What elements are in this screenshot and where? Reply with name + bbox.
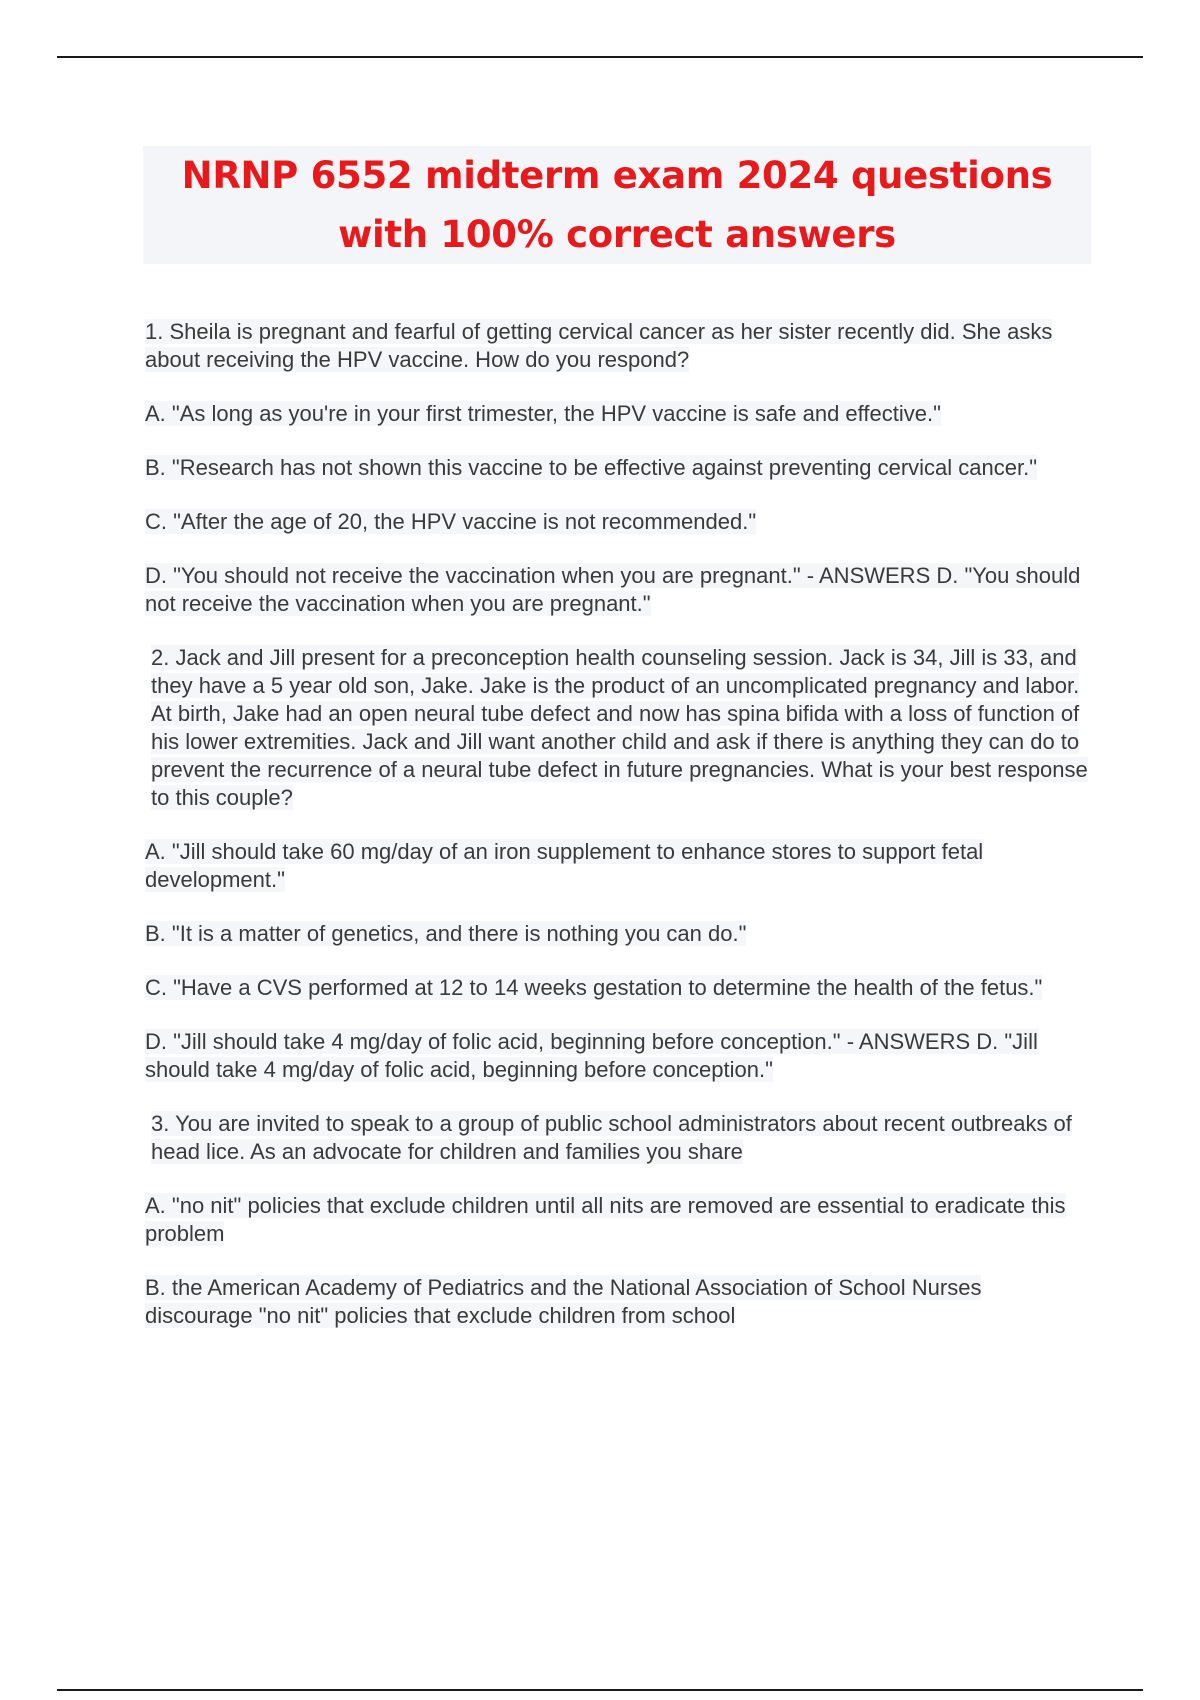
question-1: 1. Sheila is pregnant and fearful of getting cervical cancer as her sister recently did. She asks about receiving the HPV vaccine. How do you respond?	[145, 319, 1053, 372]
question-3: 3. You are invited to speak to a group of public school administrators about recent outbreaks of head lice. As an advocate for children and families you share	[151, 1111, 1072, 1164]
q3-option-a: A. "no nit" policies that exclude children until all nits are removed are essential to eradicate this problem	[145, 1193, 1066, 1246]
q1-option-d-answer: D. "You should not receive the vaccination when you are pregnant." - ANSWERS D. "You should not receive the vaccination when you are pregnant."	[145, 563, 1081, 616]
question-2: 2. Jack and Jill present for a preconception health counseling session. Jack is 34, Jill is 33, and they have a 5 year old son, Jake. Jake is the product of an uncomplicated pregnancy and labor. At birth, Jake had an open neural tube defect and now has spina bifida with a loss of function of his lower extremities. Jack and Jill want another child and ask if there is anything they can do to prevent the recurrence of a neural tube defect in future pregnancies. What is your best response to this couple?	[151, 645, 1088, 810]
title-line-1: NRNP 6552 midterm exam 2024 questions	[181, 154, 1053, 197]
title-line-2: with 100% correct answers	[338, 213, 896, 256]
top-rule	[57, 56, 1143, 58]
q1-option-c: C. "After the age of 20, the HPV vaccine is not recommended."	[145, 509, 757, 534]
document-title	[182, 146, 1053, 264]
q1-option-b: B. "Research has not shown this vaccine to be effective against preventing cervical cancer."	[145, 455, 1038, 480]
q3-option-b: B. the American Academy of Pediatrics and the National Association of School Nurses discourage "no nit" policies that exclude children from school	[145, 1275, 982, 1328]
q2-option-b: B. "It is a matter of genetics, and there is nothing you can do."	[145, 921, 747, 946]
q2-option-d-answer: D. "Jill should take 4 mg/day of folic acid, beginning before conception." - ANSWERS D. "Jill should take 4 mg/day of folic acid, beginning before conception."	[145, 1029, 1038, 1082]
q1-option-a: A. "As long as you're in your first trimester, the HPV vaccine is safe and effective."	[145, 401, 941, 426]
q2-option-c: C. "Have a CVS performed at 12 to 14 weeks gestation to determine the health of the fetus."	[145, 975, 1043, 1000]
title-banner	[143, 146, 1091, 264]
bottom-rule	[57, 1689, 1143, 1691]
q2-option-a: A. "Jill should take 60 mg/day of an iron supplement to enhance stores to support fetal development."	[145, 839, 984, 892]
document-body	[145, 318, 1095, 1356]
